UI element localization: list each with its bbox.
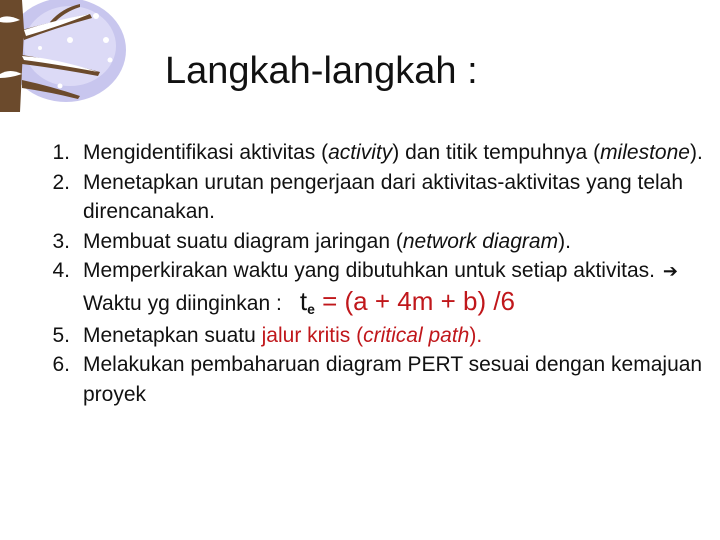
step-term: activity bbox=[328, 141, 393, 164]
step-text: Mengidentifikasi aktivitas ( bbox=[83, 141, 329, 164]
step-number: 3. bbox=[52, 229, 70, 253]
step-text: ). bbox=[558, 229, 571, 253]
step-text: Melakukan pembaharuan diagram PERT sesuai dengan kemajuan proyek bbox=[83, 353, 703, 406]
pert-time-formula bbox=[300, 286, 515, 316]
step-number: 2. bbox=[52, 170, 70, 194]
step-number: 5. bbox=[52, 323, 70, 347]
step-number: 4. bbox=[52, 259, 70, 283]
list-item bbox=[40, 256, 710, 320]
list-item bbox=[40, 138, 710, 168]
steps-list bbox=[40, 138, 710, 409]
step-text: Memperkirakan waktu yang dibutuhkan untuk setiap aktivitas. bbox=[83, 259, 655, 283]
step-number: 1. bbox=[52, 141, 70, 164]
formula-expression: = (a + 4m + b) /6 bbox=[314, 285, 516, 316]
step-text: ( bbox=[350, 323, 364, 347]
formula-variable: t bbox=[299, 285, 308, 316]
step-text: ). bbox=[469, 323, 483, 347]
list-item bbox=[40, 168, 710, 227]
step-text: Membuat suatu diagram jaringan ( bbox=[83, 229, 403, 253]
step-text: Menetapkan urutan pengerjaan dari aktivitas-aktivitas yang telah direncanakan. bbox=[83, 170, 684, 224]
formula-subscript: e bbox=[307, 300, 315, 317]
list-item bbox=[40, 350, 710, 409]
slide-title: Langkah-langkah : bbox=[165, 50, 478, 92]
list-item bbox=[40, 321, 710, 351]
winter-tree-clipart bbox=[0, 0, 128, 112]
formula-label: Waktu yg diinginkan : bbox=[83, 291, 282, 315]
critical-path-term: jalur kritis bbox=[261, 323, 351, 347]
step-text: ). bbox=[689, 141, 703, 164]
step-text: ) dan titik tempuhnya ( bbox=[392, 141, 601, 164]
step-term: network diagram bbox=[402, 229, 559, 253]
step-text: Menetapkan suatu bbox=[83, 323, 262, 347]
list-item bbox=[40, 227, 710, 257]
step-number: 6. bbox=[52, 353, 70, 377]
step-term: milestone bbox=[600, 141, 690, 164]
step-term: critical path bbox=[363, 323, 470, 347]
arrow-right-icon: ➔ bbox=[662, 261, 678, 282]
